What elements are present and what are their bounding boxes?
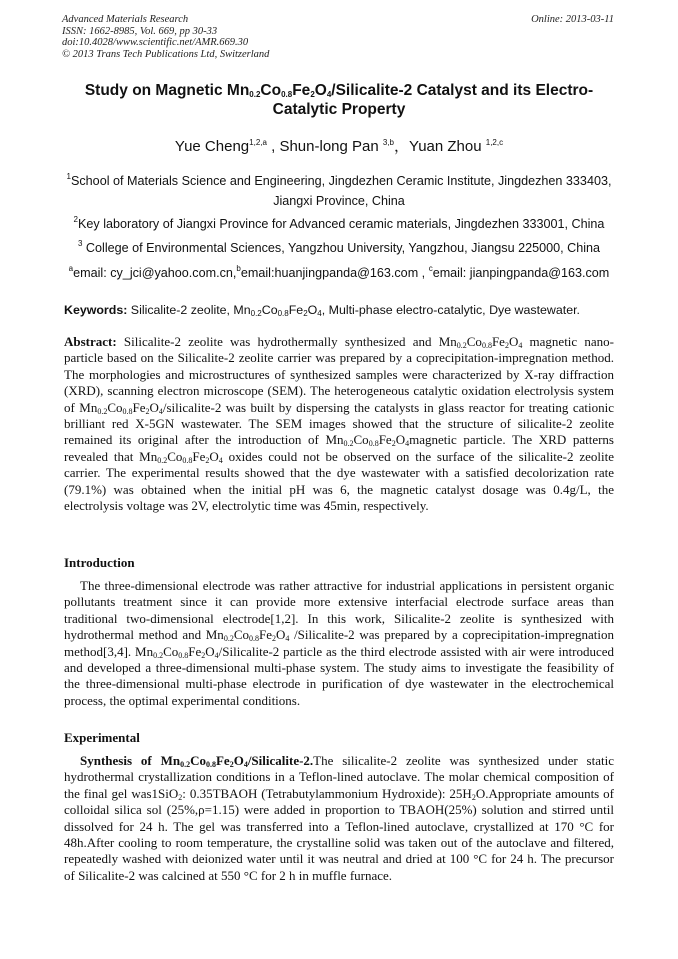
experimental-heading: Experimental <box>64 730 140 745</box>
author-emails: $^a$email: cy_jci@yahoo.com.cn,$^b$email:huanjingpanda@163.com , $^c$email: jianpingpanda@163.com <box>68 264 610 280</box>
keywords: Keywords: Silicalite-2 zeolite, $Mn_{0.2}Co_{0.8}Fe_2O_4$, Multi-phase electro-catalytic, Dye wastewater. <box>64 303 580 318</box>
introduction-text: The three-dimensional electrode was rather attractive for industrial applications in persistent organic pollutants treatment since it can provide more extensive interfacial electrode surface areas than traditional two-dimensional electrode[1,2]. In this work, Silicalite-2 zeolite is synthesized with hydrothermal method and $Mn_{0.2}Co_{0.8}Fe_2O_4$ /Silicalite-2 was prepared by a coprecipitation-impregnation method[3,4]. $Mn_{0.2}Co_{0.8}Fe_2O_4/Silicalite-2$ particle as the third electrode assisted with air were introduced and developed a three-dimensional multi-phase system. The study aims to investigate the feasibility of the three-dimensional multi-phase electrode in purification of dye wastewater in the electrochemical process, the optimal experimental conditions. <box>64 578 615 708</box>
author-name: Yuan Zhou <box>409 138 486 155</box>
introduction-heading: Introduction <box>64 555 135 570</box>
paper-title: Study on Magnetic $Mn_{0.2}Co_{0.8}Fe_2O_4/Silicalite-2$ Catalyst and its Electro-Catalytic Property <box>84 82 594 118</box>
abstract: Abstract: Silicalite-2 zeolite was hydrothermally synthesized and $Mn_{0.2}Co_{0.8}Fe_2O_4$ magnetic nano-particle based on the Silicalite-2 zeolite carrier was prepared by a coprecipitation-impregnation method. The morphologies and microstructures of synthesized samples were characterized by X-ray diffraction (XRD), scanning electron microscope (SEM). The heterogeneous catalytic oxidation electrolysis system of $Mn_{0.2}Co_{0.8}Fe_2O_4/silicalite-2$ was built by dispersing the catalysts in glass reactor for treating cationic brilliant red X-5GN wastewater. The SEM images showed that the structure of silicalite-2 zeolite remained its original after the introduction of $Mn_{0.2}Co_{0.8}Fe_2O_4magnetic$ particle. The XRD patterns revealed that $Mn_{0.2}Co_{0.8}Fe_2O_4$ oxides could not be observed on the surface of the silicalite-2 zeolite carrier. The experimental results showed that the dye wastewater with a satisfied decolorization rate (79.1%) was obtained when the initial pH was 6, the magnetic catalyst dosage was 0.4g/L, the electrolysis voltage was 2V, electrolytic time was 45min, respectively. <box>64 334 615 514</box>
journal-issn: ISSN: 1662-8985, Vol. 669, pp 30-33 <box>62 25 218 37</box>
keywords-label: Keywords: <box>64 303 128 317</box>
author-name: Yue Cheng <box>174 138 250 155</box>
journal-copyright: © 2013 Trans Tech Publications Ltd, Switzerland <box>62 48 270 60</box>
affiliation-2: $^2$Key laboratory of Jiangxi Province for Advanced ceramic materials, Jingdezhen 333001, China <box>73 215 605 231</box>
online-date: Online: 2013-03-11 <box>531 14 614 25</box>
author-name: Shun-long Pan <box>279 138 383 155</box>
affiliation-3: $^3$ College of Environmental Sciences, Yangzhou University, Yangzhou, Jiangsu 225000, China <box>77 239 601 255</box>
journal-name: Advanced Materials Research <box>62 14 189 25</box>
experimental-text: Synthesis of $Mn_{0.2}Co_{0.8}Fe_2O_4/Silicalite-2.The$ silicalite-2 zeolite was synthesized under static hydrothermal crystallization conditions in a Teflon-lined autoclave. The molar chemical composition of the final gel was1SiO$_2$: 0.35TBAOH (Tetrabutylammonium Hydroxide): $25H_2O.Appropriate$ amounts of colloidal silica sol (25%,ρ=1.15) were added in proportion to TBAOH(25%) solution and stirred until dissolved for 24 h. The gel was transferred into a Teflon-lined autoclave, crystallized at 170 °C for 48h.After cooling to room temperature, the crystalline solid was taken out of the autoclave and filtered, repeatedly washed with deionized water until it was neutral and dried at 100 °C for 24 h. The precursor of Silicalite-2 was calcined at 550 °C for 2 h in muffle furnace. <box>64 753 614 883</box>
affiliation-1: $^1$School of Materials Science and Engineering, Jingdezhen Ceramic Institute, Jingdezhen 333403, Jiangxi Province, China <box>66 172 612 208</box>
journal-doi: doi:10.4028/www.scientific.net/AMR.669.30 <box>62 37 249 48</box>
abstract-label: Abstract: <box>64 334 117 349</box>
journal-header <box>62 14 269 60</box>
author-list: Yue Cheng$^{1,2,a}$ , Shun-long Pan $^{3,b}$，Yuan Zhou $^{1,2,c}$ <box>174 138 504 155</box>
subsection-title: Synthesis of $Mn_{0.2}Co_{0.8}Fe_2O_4/Silicalite-2$. <box>80 753 314 769</box>
